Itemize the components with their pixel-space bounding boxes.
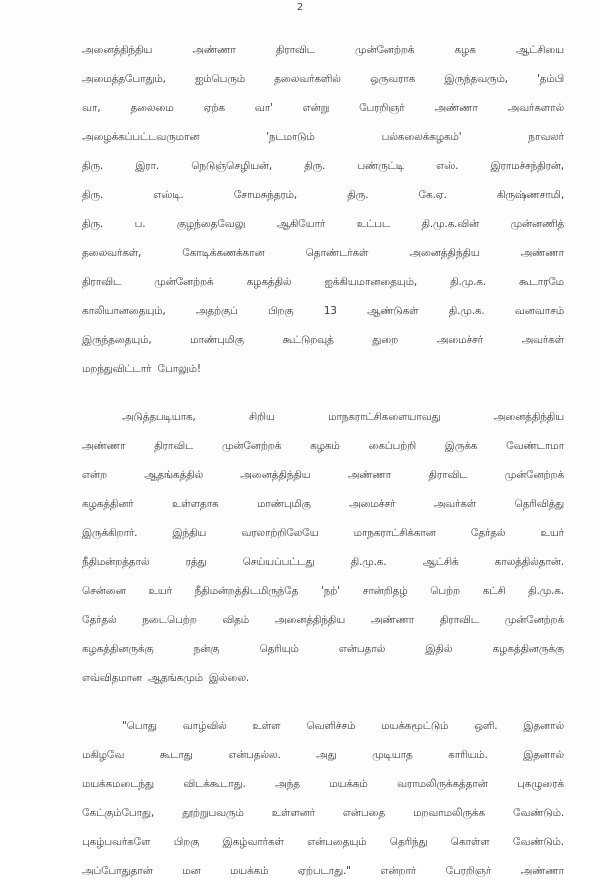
text-line: திரு. இரா. நெடுஞ்செழியன், திரு. பண்ருட்டி எஸ். இராமச்சந்திரன்,: [82, 160, 564, 172]
paragraph: [82, 403, 564, 693]
text-line: திராவிட முன்னேற்றக் கழகத்தில் ஐக்கியமானதையும், தி.மு.க. கூடாரமே: [82, 276, 564, 288]
paragraph-gap: [82, 384, 564, 403]
text-line: மயக்கமடைந்து விடக்கூடாது. அந்த மயக்கம் வராமலிருக்கத்தான் புகழுரைக்: [82, 778, 564, 790]
text-line: கழகத்தினர் உள்ளதாக மாண்புமிகு அமைச்சர் அவர்கள் தெரிவித்து: [82, 498, 564, 510]
text-line: புகழ்பவர்களே பிறகு இகழ்வார்கள் என்பதையும் தெரிந்து கொள்ள வேண்டும்.: [82, 836, 564, 848]
text-line: சென்னை உயர் நீதிமன்றத்திடமிருந்தே 'நற்' சான்றிதழ் பெற்ற கட்சி தி.மு.க.: [82, 585, 564, 597]
text-line: திரு. எஸ்டி. சோமசுந்தரம், திரு. கே.ஏ. கிருஷ்ணசாமி,: [82, 189, 564, 201]
text-line: காலியானதையும், அதற்குப் பிறகு 13 ஆண்டுகள் தி.மு.க. வனவாசம்: [82, 305, 564, 317]
text-line: அடுத்தபடியாக, சிறிய மாநகராட்சிகளையாவது அனைத்திந்திய: [122, 411, 564, 423]
text-line: எவ்விதமான ஆதங்கமும் இல்லை.: [82, 672, 250, 684]
text-line: கேட்கும்போது, தூற்றுபவரும் உள்ளனர் என்பதை மறவாமலிருக்க வேண்டும்.: [82, 807, 564, 819]
text-line: அழைக்கப்பட்டவருமான 'நடமாடும் பல்கலைக்கழகம்' நாவலர்: [82, 131, 564, 143]
text-line: இருந்ததையும், மாண்புமிகு கூட்டுறவுத் துறை அமைச்சர் அவர்கள்: [82, 334, 564, 346]
paragraph-gap: [82, 693, 564, 712]
text-line: அனைத்திந்திய அண்ணா திராவிட முன்னேற்றக் கழக ஆட்சியை: [82, 44, 564, 56]
text-line: என்ற ஆதங்கத்தில் அனைத்திந்திய அண்ணா திராவிட முன்னேற்றக்: [82, 469, 564, 481]
text-line: "பொது வாழ்வில் உள்ள வெளிச்சம் மயக்கமூட்டும் ஒளி. இதனால்: [122, 720, 564, 732]
text-line: நீதிமன்றத்தால் ரத்து செய்யப்பட்டது தி.மு.க. ஆட்சிக் காலத்தில்தான்.: [82, 556, 564, 568]
document-body: [82, 36, 564, 886]
text-line: வா, தலைமை ஏற்க வா' என்று பேரறிஞர் அண்ணா அவர்களால்: [82, 102, 564, 114]
paragraph: [82, 36, 564, 384]
text-line: மகிழவே கூடாது என்பதல்ல. அது முடியாத காரியம். இதனால்: [82, 749, 564, 761]
text-line: மறந்துவிட்டார் போலும்!: [82, 363, 201, 375]
paragraph: [82, 712, 564, 886]
text-line: அப்போதுதான் மன மயக்கம் ஏற்படாது." என்றார் பேரறிஞர் அண்ணா: [82, 865, 564, 877]
text-line: அமைத்தபோதும், ஐம்பெரும் தலைவர்களில் ஒருவராக இருந்தவரும், 'தம்பி: [82, 73, 564, 85]
text-line: தேர்தல் நடைபெற்ற விதம் அனைத்திந்திய அண்ணா திராவிட முன்னேற்றக்: [82, 614, 564, 626]
text-line: அண்ணா திராவிட முன்னேற்றக் கழகம் கைப்பற்றி இருக்க வேண்டாமா: [82, 440, 564, 452]
page-number: 2: [296, 2, 304, 13]
text-line: திரு. ப. குழந்தைவேலு ஆகியோர் உட்பட தி.மு.க.வின் முன்னணித்: [82, 218, 564, 230]
text-line: தலைவர்கள், கோடிக்கணக்கான தொண்டர்கள் அனைத்திந்திய அண்ணா: [82, 247, 564, 259]
text-line: கழகத்தினருக்கு நன்கு தெரியும் என்பதால் இதில் கழகத்தினருக்கு: [82, 643, 564, 655]
text-line: இருக்கிறார். இந்திய வரலாற்றிலேயே மாநகராட்சிக்கான தேர்தல் உயர்: [82, 527, 564, 539]
